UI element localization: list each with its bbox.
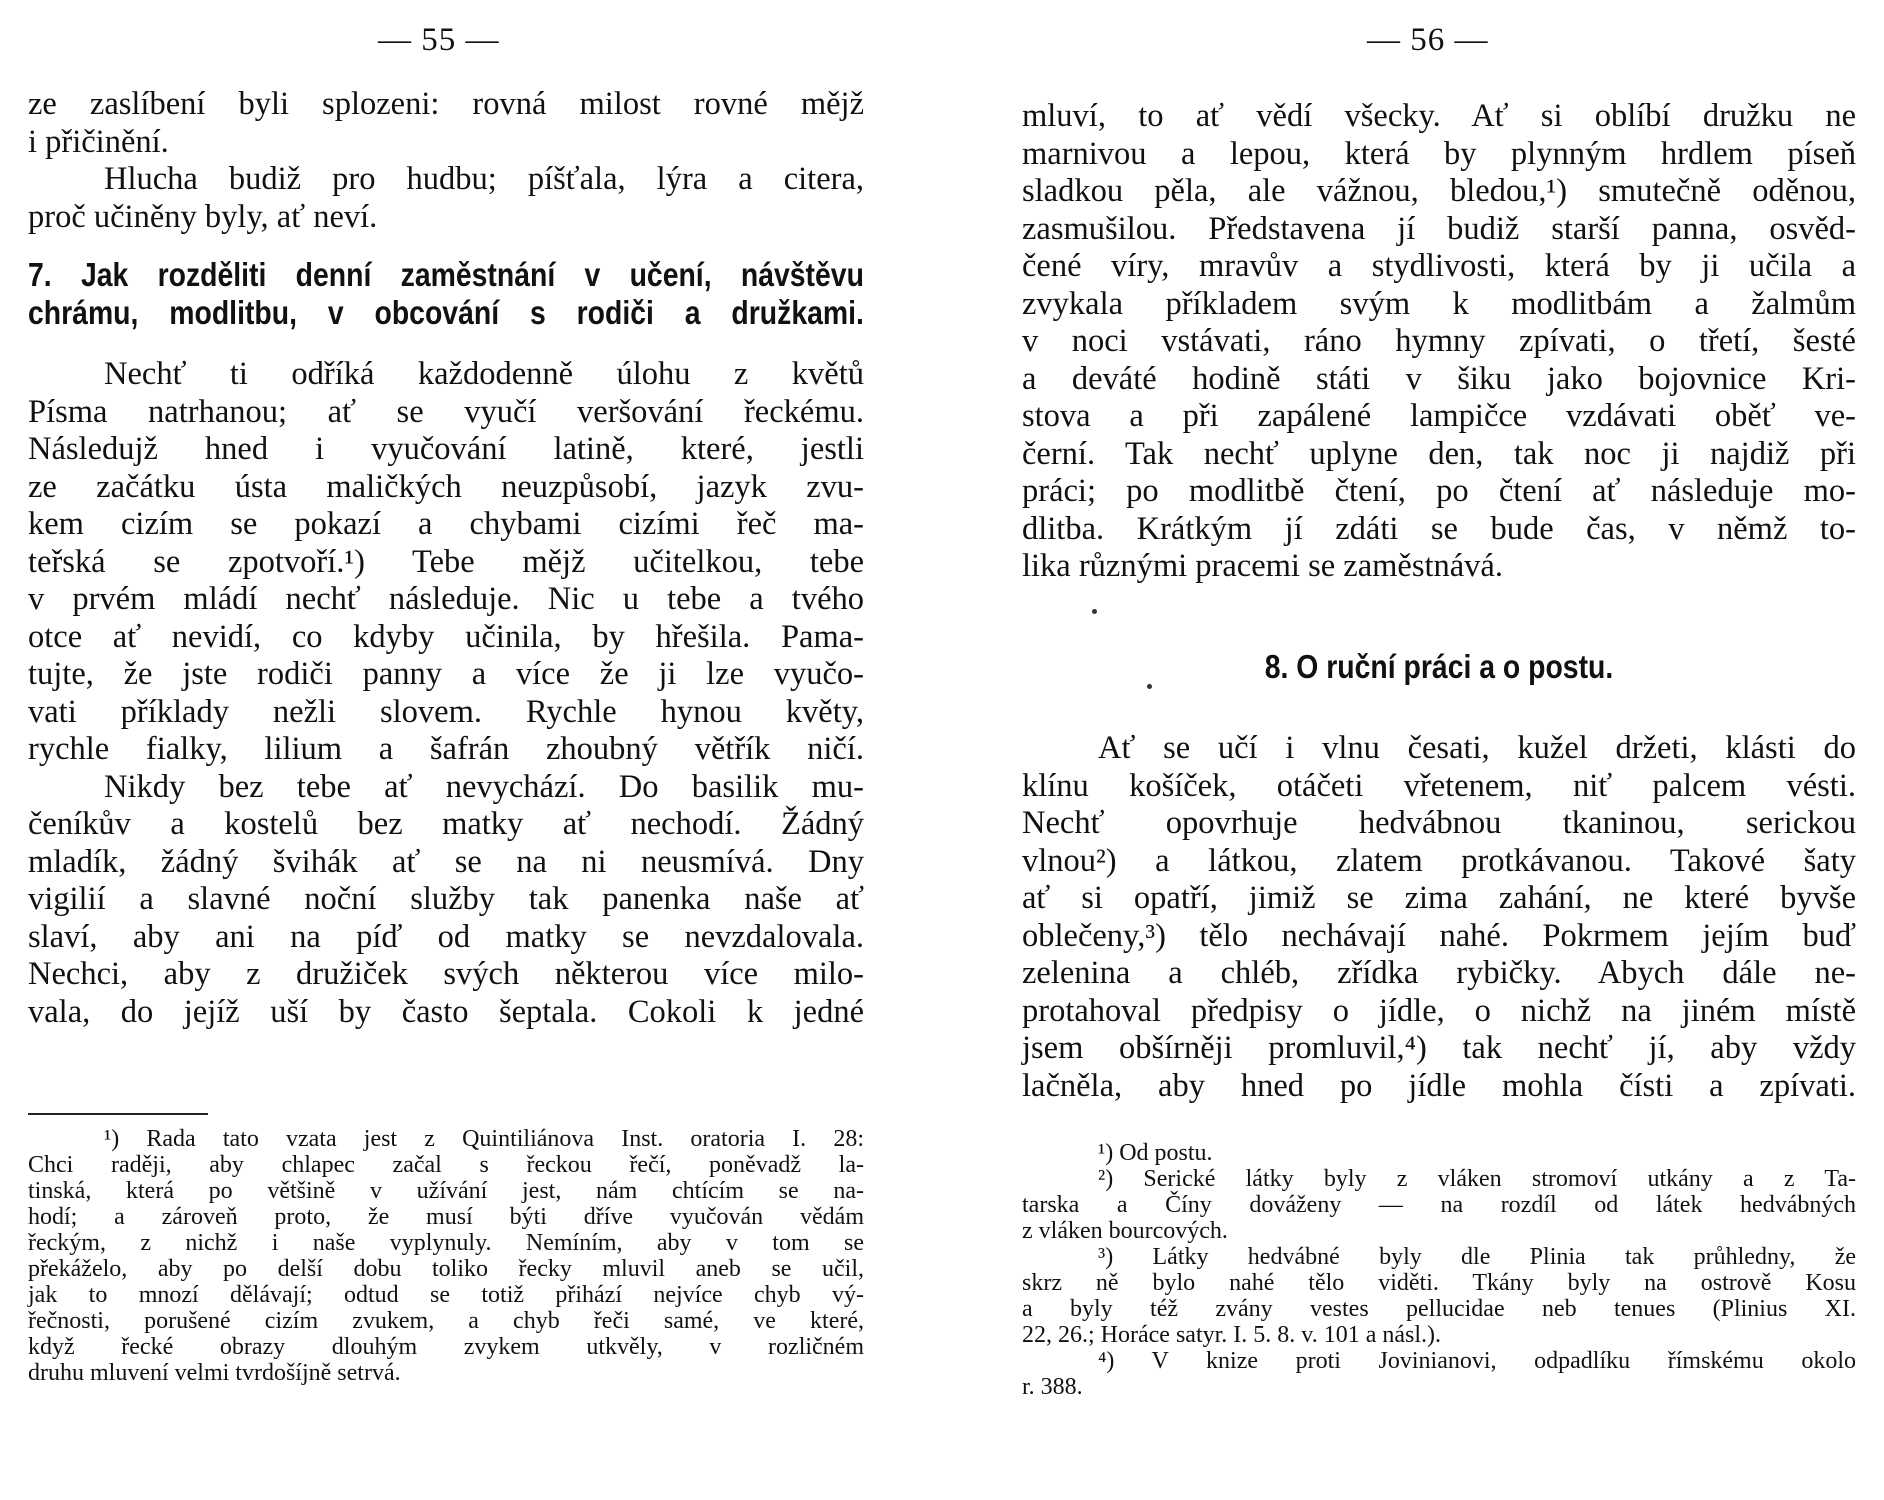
footnotes [1022, 1140, 1856, 1400]
text-line: marnivou a lepou, která by plynným hrdlem píseň [1022, 135, 1856, 172]
text-line: lika různými pracemi se zaměstnává. [1022, 548, 1503, 584]
text-line: čeníkův a kostelů bez matky ať nechodí. Žádný [28, 806, 864, 842]
footnote-line: a byly též zvány vestes pellucidae neb tenues (Plinius XI. [1022, 1296, 1856, 1322]
text-line: zvykala příkladem svým k modlitbám a žalmům [1022, 285, 1856, 322]
text-line: sladkou pěla, ale vážnou, bledou,¹) smutečně oděnou, [1022, 173, 1856, 209]
text-line: čené víry, mravův a stydlivosti, která by ji učila a [1022, 248, 1856, 284]
text-line: oblečeny,³) tělo nechávají nahé. Pokrmem jejím buď [1022, 917, 1856, 954]
text-line: Následujž hned i vyučování latině, které, jestli [28, 431, 864, 467]
section-heading [1080, 648, 1797, 686]
text-line: mluví, to ať vědí všecky. Ať si oblíbí družku ne [1022, 98, 1856, 134]
text-line: Nechť opovrhuje hedvábnou tkaninou, serickou [1022, 805, 1856, 841]
footnote-line: tinská, která po většině v užívání jest, nám chtícím se na- [28, 1178, 864, 1204]
text-line: zelenina a chléb, zřídka rybičky. Abych dále ne- [1022, 955, 1856, 991]
text-line: ze zaslíbení byli splozeni: rovná milost rovné mějž [28, 86, 864, 122]
heading-line: 8. O ruční práci a o postu. [1264, 648, 1614, 685]
footnote-line: když řecké obrazy dlouhým zvykem utkvěly, v rozličném [28, 1334, 864, 1360]
text-line: vlnou²) a látkou, zlatem protkávanou. Takové šaty [1022, 842, 1856, 879]
text-line: stova a při zapálené lampičce vzdávati oběť ve- [1022, 398, 1856, 434]
footnote-line: ¹) Rada tato vzata jest z Quintiliánova Inst. oratoria I. 28: [104, 1126, 864, 1152]
text-line: kem cizím se pokazí a chybami cizími řeč ma- [28, 506, 864, 542]
text-line: v noci vstávati, ráno hymny zpívati, o třetí, šesté [1022, 323, 1856, 359]
text-line: zasmušilou. Představena jí budiž starší panna, osvěd- [1022, 210, 1856, 247]
text-line: jsem obšírněji promluvil,⁴) tak nechť jí, aby vždy [1022, 1030, 1856, 1066]
body-paragraph [1022, 98, 1856, 586]
footnote-line: Chci raději, aby chlapec začal s řeckou řečí, poněvadž la- [28, 1152, 864, 1178]
text-line: rychle fialky, lilium a šafrán zhoubný větřík ničí. [28, 731, 864, 767]
text-line: Nikdy bez tebe ať nevychází. Do basilik mu- [104, 768, 864, 805]
text-line: Nechť ti odříká každodenně úlohu z květů [104, 356, 864, 392]
text-line: Písma natrhanou; ať se vyučí veršování řeckému. [28, 393, 864, 430]
footnote-line: překáželo, aby po delší dobu toliko řecky mluvil aneb se učil, [28, 1256, 864, 1282]
text-line: tujte, že jste rodiči panny a více že ji lze vyučo- [28, 656, 864, 692]
text-line: teřská se zpotvoří.¹) Tebe mějž učitelkou, tebe [28, 543, 864, 580]
footnote-line: řeckým, z nichž i naše vyplynuly. Nemíním, aby v tom se [28, 1230, 864, 1256]
text-line: dlitba. Krátkým jí zdáti se bude čas, v němž to- [1022, 510, 1856, 547]
footnote-line: ²) Serické látky byly z vláken stromoví utkány a z Ta- [1098, 1166, 1856, 1192]
footnote-separator [28, 1113, 208, 1115]
section-heading [28, 256, 864, 332]
text-line: i přičinění. [28, 123, 169, 160]
text-line: ať si opatří, jimiž se zima zahání, ne které byvše [1022, 880, 1856, 916]
footnote-line: hodí; a zároveň proto, že musí býti dříve vyučován vědám [28, 1204, 864, 1230]
heading-line: 7. Jak rozděliti denní zaměstnání v učení, návštěvu [28, 256, 864, 293]
text-line: vati příklady nežli slovem. Rychle hynou květy, [28, 693, 864, 730]
text-line: v prvém mládí nechť následuje. Nic u tebe a tvého [28, 581, 864, 617]
footnote-line: ³) Látky hedvábné byly dle Plinia tak průhledny, že [1098, 1244, 1856, 1270]
text-line: otce ať nevidí, co kdyby učinila, by hřešila. Pama- [28, 618, 864, 655]
body-paragraph [28, 356, 864, 1031]
text-line: Hlucha budiž pro hudbu; píšťala, lýra a citera, [104, 161, 864, 197]
footnote-line: druhu mluvení velmi tvrdošíjně setrvá. [28, 1360, 401, 1386]
footnote-line: ⁴) V knize proti Jovinianovi, odpadlíku římskému okolo [1098, 1348, 1856, 1374]
text-line: černí. Tak nechť uplyne den, tak noc ji najdiž při [1022, 435, 1856, 472]
footnote-line: skrz ně bylo nahé tělo viděti. Tkány byly na ostrově Kosu [1022, 1270, 1856, 1296]
text-line: vala, do jejíž uší by často šeptala. Cokoli k jedné [28, 993, 864, 1030]
footnote-line: ¹) Od postu. [1098, 1140, 1213, 1166]
footnote-line: tarska a Číny dováženy — na rozdíl od látek hedvábných [1022, 1192, 1856, 1218]
intro-paragraph [28, 86, 864, 236]
footnote-line: řečnosti, porušené cizím zvukem, a chyb řeči samé, ve které, [28, 1308, 864, 1334]
footnote-line: jak to mnozí dělávají; odtud se totiž přihází nejvíce chyb vý- [28, 1282, 864, 1308]
text-line: práci; po modlitbě čtení, po čtení ať následuje mo- [1022, 473, 1856, 509]
body-paragraph [1022, 730, 1856, 1105]
text-line: ze začátku ústa maličkých neuzpůsobí, jazyk zvu- [28, 468, 864, 505]
footnotes [28, 1126, 864, 1386]
heading-line: chrámu, modlitbu, v obcování s rodiči a družkami. [28, 294, 864, 331]
text-line: Ať se učí i vlnu česati, kužel držeti, klásti do [1098, 730, 1856, 766]
text-line: mladík, žádný švihák ať se na ni neusmívá. Dny [28, 843, 864, 880]
footnote-line: z vláken bourcových. [1022, 1218, 1228, 1244]
footnote-line: r. 388. [1022, 1374, 1083, 1400]
page-number: — 55 — [378, 22, 500, 58]
text-line: vigilií a slavné noční služby tak panenka naše ať [28, 881, 864, 917]
text-line: Nechci, aby z družiček svých některou více milo- [28, 956, 864, 992]
printing-speck [1092, 609, 1097, 614]
text-line: slaví, aby ani na píď od matky se nevzdalovala. [28, 918, 864, 955]
footnote-line: 22, 26.; Horáce satyr. I. 5. 8. v. 101 a násl.). [1022, 1322, 1442, 1348]
text-line: protahoval předpisy o jídle, o nichž na jiném místě [1022, 992, 1856, 1029]
text-line: klínu košíček, otáčeti vřetenem, niť palcem vésti. [1022, 767, 1856, 804]
page-number: — 56 — [1367, 22, 1489, 58]
text-line: lačněla, aby hned po jídle mohla čísti a zpívati. [1022, 1067, 1856, 1104]
text-line: a deváté hodině státi v šiku jako bojovnice Kri- [1022, 360, 1856, 397]
text-line: proč učiněny byly, ať neví. [28, 198, 378, 235]
